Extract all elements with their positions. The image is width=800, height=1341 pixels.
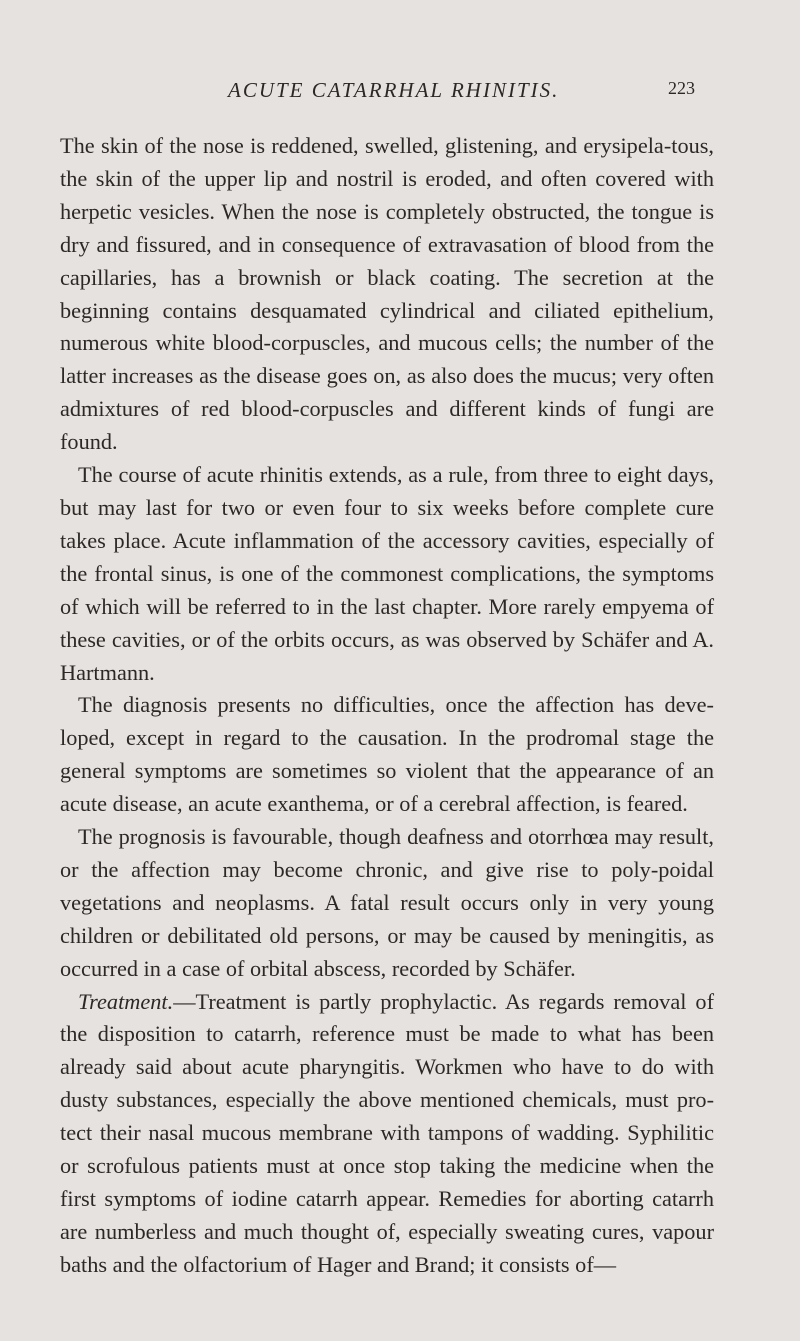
paragraph-prognosis: The prognosis is favourable, though deafness and otorrhœa may result, or the affection may become chronic, and give rise to poly-poidal vegetations and neoplasms. A fatal result occurs only in very young children or debilitated old persons, or may be caused by meningitis, as occurred in a case of orbital abscess, recorded by Schäfer. bbox=[60, 824, 714, 981]
paragraph-symptoms: The skin of the nose is reddened, swelled, glistening, and erysipela-tous, the skin of the upper lip and nostril is eroded, and often covered with herpetic vesicles. When the nose is completely obstructed, the tongue is dry and fissured, and in consequence of extravasation of blood from the capillaries, has a brownish or black coating. The secretion at the beginning contains desquamated cylindrical and ciliated epithelium, numerous white blood-corpuscles, and mucous cells; the number of the latter increases as the disease goes on, as also does the mucus; very often admixtures of red blood-corpuscles and different kinds of fungi are found. bbox=[60, 133, 714, 455]
treatment-heading: Treatment. bbox=[78, 988, 174, 1014]
paragraph-treatment bbox=[60, 986, 714, 1282]
running-head bbox=[0, 78, 800, 118]
treatment-text: —Treatment is partly prophylactic. As regards removal of the disposition to catarrh, reference must be made to what has been already said about acute pharyngitis. Workmen who have to do with dusty substances, especially the above mentioned chemicals, must pro-tect their nasal mucous membrane with tampons of wadding. Syphilitic or scrofulous patients must at once stop taking the medicine when the first symptoms of iodine catarrh appear. Remedies for aborting catarrh are numberless and much thought of, especially sweating cures, vapour baths and the olfactorium of Hager and Brand; it consists of— bbox=[60, 988, 714, 1277]
paragraph-diagnosis: The diagnosis presents no difficulties, once the affection has deve-loped, except in regard to the causation. In the prodromal stage the general symptoms are sometimes so violent that the appearance of an acute disease, an acute exanthema, or of a cerebral affection, is feared. bbox=[60, 692, 714, 817]
body-text bbox=[60, 130, 714, 1282]
running-title: ACUTE CATARRHAL RHINITIS. bbox=[228, 78, 560, 102]
paragraph-course: The course of acute rhinitis extends, as a rule, from three to eight days, but may last for two or even four to six weeks before complete cure takes place. Acute inflammation of the accessory cavities, especially of the frontal sinus, is one of the commonest complications, the symptoms of which will be referred to in the last chapter. More rarely empyema of these cavities, or of the orbits occurs, as was observed by Schäfer and A. Hartmann. bbox=[60, 462, 714, 685]
page-number: 223 bbox=[668, 78, 695, 98]
